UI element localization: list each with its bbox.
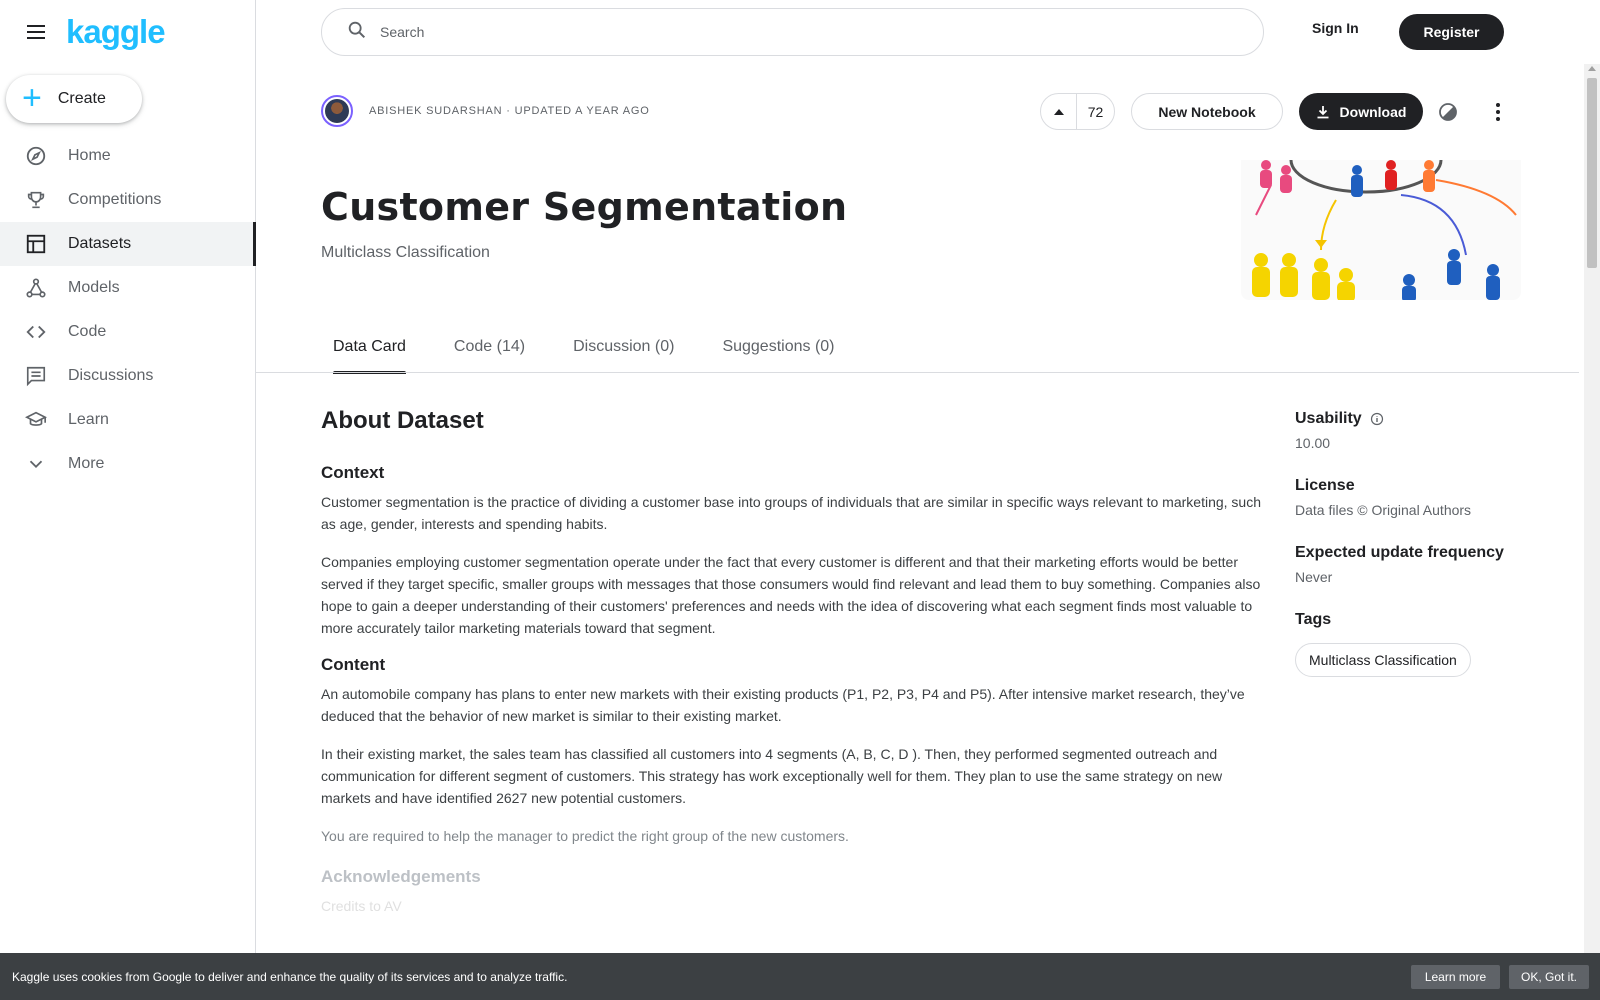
context-paragraph-1: Customer segmentation is the practice of dividing a customer base into groups of individuals that are similar in specific ways relevant to marketing, such as age, gender, interests and spending habits. [321,494,1262,532]
license-value: Data files © Original Authors [1295,502,1472,518]
update-frequency-value: Never [1295,569,1333,585]
upvote-button[interactable] [1041,94,1077,129]
sidebar-item-models[interactable] [0,266,256,310]
search-bar[interactable] [321,8,1264,56]
search-input[interactable] [380,24,1230,40]
trophy-icon [24,188,48,212]
page-subtitle: Multiclass Classification [321,244,490,261]
more-options-icon[interactable] [1486,100,1510,124]
tab-bar [321,322,871,372]
sidebar-item-label: Code [68,323,107,340]
author-line: ABISHEK SUDARSHAN · UPDATED A YEAR AGO [369,105,650,117]
create-button[interactable] [6,75,142,123]
content-paragraph-2: In their existing market, the sales team has classified all customers into 4 segments (A, B, C, D ). Then, they performed segmented outreach and communication for different segment of customers. This strategy has work exceptionally well for them. They plan to use the same strategy on new markets and have identified 2627 new potential customers. [321,746,1223,806]
plus-icon: + [22,78,42,117]
sidebar [0,0,256,1000]
content-heading: Content [321,655,386,674]
usability-label: Usability [1295,410,1362,427]
sidebar-item-competitions[interactable] [0,178,256,222]
author-row [321,95,650,127]
avatar[interactable] [321,95,353,127]
compass-icon [24,144,48,168]
context-heading: Context [321,463,385,482]
tag-chip[interactable]: Multiclass Classification [1295,643,1471,677]
info-icon[interactable] [1370,412,1384,426]
tab-code[interactable]: Code (14) [453,338,526,355]
tab-data-card[interactable]: Data Card [321,322,418,372]
sidebar-item-label: Home [68,147,111,164]
acknowledgements-heading: Acknowledgements [321,867,481,886]
tags-label: Tags [1295,611,1332,628]
cookie-text: Kaggle uses cookies from Google to deliver and enhance the quality of its services and to analyze traffic. [12,969,568,984]
sidebar-item-more[interactable] [0,442,256,486]
about-heading: About Dataset [321,407,484,434]
sidebar-item-label: Discussions [68,367,154,384]
caret-up-icon [1053,108,1065,116]
content-paragraph-3: You are required to help the manager to predict the right group of the new customers. [321,828,849,844]
sidebar-item-label: Learn [68,411,109,428]
dataset-description [321,407,1271,933]
page-title: Customer Segmentation [321,185,848,229]
acknowledgements-paragraph: Credits to AV [321,898,402,914]
download-icon [1316,105,1330,119]
sidebar-item-code[interactable] [0,310,256,354]
sidebar-item-label: Datasets [68,235,132,252]
download-label: Download [1339,103,1407,120]
cookie-banner [0,953,1600,1000]
create-label: Create [57,90,106,107]
scrollbar-thumb[interactable] [1587,78,1597,268]
content-paragraph-1: An automobile company has plans to enter new markets with their existing products (P1, P2, P3, P4 and P5). After intensive market research, they’ve deduced that the behavior of new market is similar to their existing market. [321,686,1245,724]
vote-count: 72 [1087,103,1104,120]
sidebar-item-label: Competitions [68,191,162,208]
new-notebook-button[interactable]: New Notebook [1131,93,1283,130]
sign-in-button[interactable]: Sign In [1312,20,1359,36]
download-button[interactable] [1299,93,1423,130]
license-label: License [1295,477,1355,494]
sidebar-item-datasets[interactable] [0,222,256,266]
context-paragraph-2: Companies employing customer segmentation operate under the fact that every customer is different and that their marketing efforts would be better served if they target specific, smaller groups with messages that those consumers would find relevant and lead them to buy something. Companies also hope to gain a deeper understanding of their customers' preferences and needs with the idea of discovering what each segment finds most valuable to more accurately tailor marketing materials toward that segment. [321,554,1261,636]
discussions-icon [24,364,48,388]
tab-suggestions[interactable]: Suggestions (0) [722,338,835,355]
usability-heading [1295,410,1555,428]
sidebar-item-home[interactable] [0,134,256,178]
chevron-down-icon [24,452,48,476]
models-icon [24,276,48,300]
sidebar-item-label: Models [68,279,120,296]
tabs-divider [256,372,1579,373]
learn-more-button[interactable]: Learn more [1411,965,1500,989]
search-icon [346,19,368,46]
theme-toggle-icon[interactable] [1438,102,1458,127]
vote-control [1040,93,1115,130]
sidebar-item-learn[interactable] [0,398,256,442]
register-button[interactable]: Register [1399,14,1504,50]
dataset-banner-image [1241,160,1521,300]
code-icon [24,320,48,344]
update-frequency-label: Expected update frequency [1295,544,1504,561]
graduation-cap-icon [24,408,48,432]
table-icon [24,232,48,256]
sidebar-item-discussions[interactable] [0,354,256,398]
menu-icon[interactable] [24,20,48,44]
sidebar-nav [0,134,256,486]
metadata-panel [1295,410,1555,677]
cookie-ok-button[interactable]: OK, Got it. [1509,965,1589,989]
scroll-up-arrow-icon[interactable] [1588,66,1596,71]
sidebar-header [0,0,255,64]
sidebar-item-label: More [68,455,105,472]
kaggle-logo[interactable]: kaggle [66,13,165,50]
tab-discussion[interactable]: Discussion (0) [573,338,675,355]
usability-value: 10.00 [1295,435,1331,451]
